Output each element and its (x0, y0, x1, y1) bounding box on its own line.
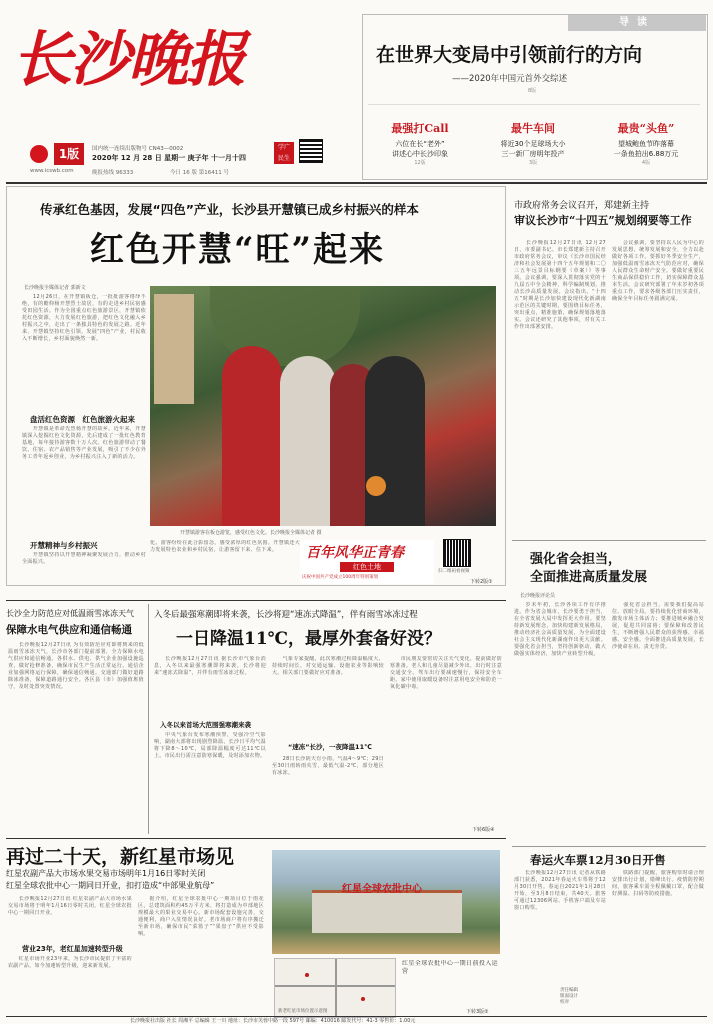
weather-left-body: 长沙晚报12月27日讯 为有效防范应对即将到来的低温雨雪冰冻天气，长沙市各部门提前部署，全力保障水电气供应和通信畅通。各供水、供电、供气企业加强设施巡查，做好抢修准备，确保市民生产生活正常运行。通信企业加强网络运行保障，确保通信畅通。交通部门做好道路除冰准备，保障道路通行安全。各区县（市）加强值班值守，及时处置突发情况。 (8, 642, 144, 690)
map-marker (305, 973, 309, 977)
qr-caption: 扫二维码看视频 (438, 569, 470, 574)
weather-subhead-1: 入冬以来首场大范围强寒潮来袭 (160, 721, 251, 729)
edition-badge (30, 143, 86, 165)
right-news-kicker: 市政府常务会议召开，郑建新主持 (514, 201, 650, 211)
guide-teaser[interactable]: 最牛车间 将近30个足球场大小 三一新厂房明年投产 3版 (500, 122, 566, 166)
centennial-ad[interactable] (300, 540, 434, 584)
market-photo-caption: 红星全球农批中心一期日前投入运营 (402, 960, 498, 975)
bottom-story-body-1: 长沙晚报12月27日讯 红星农副产品大市场水果交易市场将于明年1月16日零时关闭，红星全球农批中心一期同日开业。 (8, 896, 132, 916)
top-story-body: 12月26日，在开慧镇板仓，一批批游客络绎不绝，有的瞻仰杨开慧烈士故居，有的走进乡村民宿感受田园生活。作为全国重点红色旅游景区，开慧镇依托红色资源，大力发展红色旅游，把红色文化融入乡村振兴之中，走出了一条独具特色的发展之路。近年来，开慧镇坚持红色引领，发展“四色”产业，村民收入不断增长，乡村面貌焕然一新。 (22, 294, 146, 342)
market-sign: 红星全球农批中心 (342, 884, 422, 895)
top-story-jump[interactable]: 下转2版① (470, 579, 493, 585)
photo-figure (280, 356, 336, 526)
website[interactable]: www.icswb.com (30, 168, 74, 174)
top-story-body-2: 开慧镇是革命先烈杨开慧的故乡。近年来，开慧镇深入挖掘红色文化资源，先后建成了一批红色教育基地，每年接待游客数十万人次。红色旅游带动了餐饮、住宿、农产品销售等产业发展，吸引了不少在外务工青年返乡创业，为乡村振兴注入了新的活力。 (22, 426, 146, 460)
top-story-subhead-2: 开慧精神与乡村振兴 (30, 541, 98, 550)
photo-building (154, 294, 194, 404)
bottom-story-subtitle-1: 红星农副产品大市场水果交易市场明年1月16日零时关闭 (6, 869, 206, 878)
badge: 学广 民生 (274, 142, 294, 164)
guide-teaser[interactable]: 最贵“头鱼” 望城鲍鱼节昨落幕 一条鱼拍出6.88万元 4版 (613, 122, 679, 166)
photo-figure (222, 346, 282, 526)
bottom-story-jump[interactable]: 下转3版② (466, 1009, 489, 1015)
weather-main-title[interactable]: 一日降温11℃，最厚外套备好没？ (176, 629, 442, 649)
hotline: 晚报热线 96333 (92, 170, 134, 176)
top-story-kicker: 传承红色基因，发展“四色”产业，长沙县开慧镇已成乡村振兴的样本 (40, 202, 419, 217)
footer-line: 长沙晚报社出版 社长 周湘平 总编辑 王一川 地址：长沙市芙蓉中路一段 597号 邮编：410016 邮发代号：41-3 零售价：1.00元 (130, 1018, 416, 1024)
masthead-rule (6, 182, 707, 184)
guide-lead-title[interactable]: 在世界大变局中引领前行的方向 (376, 44, 643, 66)
second-title-2[interactable]: 全面推进高质量发展 (530, 570, 648, 585)
market-building (312, 890, 462, 933)
weather-body-2: 中央气象台发布寒潮预警，受强冷空气影响，湖南大部将出现剧烈降温，长沙日平均气温将下降8～10℃，局部降温幅度可达11℃以上。市民出行需注意防寒保暖，及时添加衣物。 (154, 732, 266, 759)
top-story-photo[interactable] (150, 286, 496, 526)
right-news-body: 长沙晚报12月27日讯 12月27日，市委副书记、市长郑建新主持召开市政府常务会议，审议《长沙市国民经济和社会发展第十四个五年规划和二〇三五年远景目标纲要（草案）》等事项。会议强调，要深入贯彻落实党的十九届五中全会精神，科学编制规划，推动长沙高质量发展。会议指出，“十四五”时期是长沙加快建设现代化新湖南示范区的关键时期，要围绕目标任务，突出重点，精准施策，确保规划落地落实。会议还研究了其他事项，对有关工作作出部署安排。 (514, 240, 606, 330)
top-story-subhead-1: 盘活红色资源 红色旅游火起来 (30, 415, 135, 424)
top-story-body-4: 化。游客纷纷在此合影留念，感受浓厚的红色氛围。开慧镇还大力发展特色农业和乡村民宿，让游客留下来、住下来。 (150, 540, 300, 553)
issn-line: 国内统一连续出版物号 CN43—0002 (92, 146, 184, 152)
guide-teaser[interactable]: 最强打Call 六位在长“老外” 讲述心中长沙印象 12版 (391, 122, 449, 166)
weather-jump[interactable]: 下转6版④ (472, 827, 495, 833)
bottom-story-body-3: 据介绍，红星全球农批中心一期项目位于雨花区，总建筑面积约45万平方米，将打造成为中部地区规模最大的果业交易中心。新市场配套设施完善，交通便利，商户入驻情况良好。老市场商户将有序搬迁至新市场，确保市民“菜篮子”“果盘子”供应不受影响。 (138, 896, 264, 937)
weather-subhead-2: “速冻”长沙，一夜降温11℃ (288, 743, 372, 751)
photo-fire (366, 476, 386, 496)
top-story-body-3: 开慧镇坚持以开慧精神凝聚发展合力，推动乡村全面振兴。 (22, 552, 146, 565)
weather-left-kicker: 长沙全力防范应对低温雨雪冰冻天气 (6, 609, 134, 618)
staff-credits: 责任编辑 版面设计 校对 (560, 988, 578, 1005)
spring-body-2: 铁路部门提醒，旅客购票时请合理安排出行计划，错峰出行。疫情防控期间，旅客乘车需全程佩戴口罩，配合做好测温、扫码等防疫措施。 (612, 870, 704, 897)
guide-divider (368, 104, 700, 105)
right-divider (512, 540, 706, 541)
section-rule (6, 600, 506, 601)
top-story-title[interactable]: 红色开慧“旺”起来 (90, 230, 386, 270)
logo-text: 长沙晚报 (12, 25, 244, 95)
map-marker (361, 997, 365, 1001)
bottom-story-body-2: 红星市场开业23年来，为长沙市民提供了丰富的农副产品，如今加速转型升级，迎来新发展。 (8, 956, 132, 969)
weather-body-5: 市民朋友要密切关注天气变化，提前做好防寒准备。老人和儿童尽量减少外出，出行时注意交通安全。驾车出行要减速慢行，保持安全车距。家中使用取暖设备时注意用电安全和防范一氧化碳中毒。 (390, 656, 502, 690)
spring-body-1: 长沙晚报12月27日讯 记者从铁路部门获悉，2021年春运火车票将于12月30日开售。春运自2021年1月28日开始，至3月8日结束，共40天。旅客可通过12306网站、手机客户端及车站窗口购票。 (514, 870, 606, 911)
photo-figure (365, 356, 425, 526)
weather-divider (148, 604, 149, 834)
guide-lead-subtitle: ——2020年中国元首外交综述 (452, 74, 568, 84)
right-news-body-2: 会议强调，要坚持以人民为中心的发展思想，统筹发展和安全，全力以赴做好各项工作。要抓好冬季安全生产，加强低温雨雪冰冻天气防范应对，确保人民群众生命财产安全。要做好重要民生商品保供稳价工作，切实保障群众基本生活。会议研究部署了年末岁初各项重点工作，要求各级各部门压实责任，确保全年目标任务圆满完成。 (612, 240, 704, 302)
map-road (335, 959, 337, 1017)
weather-body-3: 气象专家提醒，此次寒潮过程降温幅度大、持续时间长，对交通运输、设施农业等影响较大。相关部门要做好应对准备。 (272, 656, 384, 676)
masthead-qr-code (300, 140, 322, 162)
bottom-rule (6, 838, 506, 839)
market-photo[interactable] (272, 850, 500, 954)
weather-body-1: 长沙晚报12月27日讯 据长沙市气象台消息，入冬以来最强寒潮即将来袭，长沙将迎来“速冻式降温”，并伴有雨雪冰冻过程。 (154, 656, 266, 676)
spring-title[interactable]: 春运火车票12月30日开售 (530, 853, 666, 867)
spring-divider (512, 846, 706, 847)
commentary-body: 岁末年初，长沙各项工作有序推进。作为省会城市，长沙要勇于担当，在全省发展大局中发挥更大作用。要坚持新发展理念，加快构建新发展格局，推动经济社会高质量发展，为全面建设社会主义现代化新湖南作出更大贡献。要强化省会担当，坚持创新驱动，做大做强实体经济，加快产业转型升级。 (514, 602, 606, 657)
edition-number: 1版 (54, 143, 84, 165)
ad-subtitle: 红色土地 (340, 562, 394, 572)
ad-note: 庆祝中国共产党成立100周年特别策划 (302, 575, 379, 580)
second-byline: 长沙晚报评论员 (520, 593, 556, 599)
weather-main-kicker: 入冬后最强寒潮即将来袭，长沙将迎“速冻式降温”，伴有雨雪冰冻过程 (154, 610, 418, 620)
commentary-body-2: 强化省会担当，需要我们提高站位、放眼全局。要持续优化营商环境，激发市场主体活力；要推进城乡融合发展，促进共同富裕；要保障和改善民生，不断增强人民群众的获得感、幸福感、安全感。全面推进高质量发展，长沙使命在肩、责无旁贷。 (612, 602, 704, 650)
guide-tab: 导读 (568, 15, 706, 31)
map-caption: 新老红星市场位置示意图 (278, 1009, 328, 1014)
bottom-story-subhead: 营业23年，老红星加速转型升级 (22, 945, 123, 953)
ad-title: 百年风华正青春 (306, 545, 404, 561)
issue-info: 今日 16 版 第16411 号 (170, 170, 229, 176)
edition-icon (30, 145, 48, 163)
top-story-photo-caption: 开慧镇游客在板仓游览，感受红色文化。长沙晚报全媒体记者 摄 (180, 530, 322, 536)
top-story-byline: 长沙晚报全媒体记者 郭新文 (24, 285, 86, 291)
bottom-story-subtitle-2: 红星全球农批中心一期同日开业，扣打造成“中部果业航母” (6, 881, 215, 890)
guide-lead-page: 8版 (528, 88, 537, 94)
weather-body-4: 28日长沙阴天有小雨，气温4～9℃；29日至30日雨转雨夹雪，最低气温-2℃，部分地区有冰冻。 (272, 756, 384, 776)
right-news-title[interactable]: 审议长沙市“十四五”规划纲要等工作 (514, 214, 692, 227)
story-qr-code[interactable] (444, 540, 470, 566)
date-line: 2020年 12 月 28 日 星期一 庚子年 十一月十四 (92, 154, 247, 162)
bottom-story-title[interactable]: 再过二十天，新红星市场见 (6, 846, 235, 868)
second-title-1[interactable]: 强化省会担当， (530, 552, 622, 567)
weather-left-title[interactable]: 保障水电气供应和通信畅通 (6, 624, 132, 636)
newspaper-logo[interactable] (8, 4, 308, 114)
